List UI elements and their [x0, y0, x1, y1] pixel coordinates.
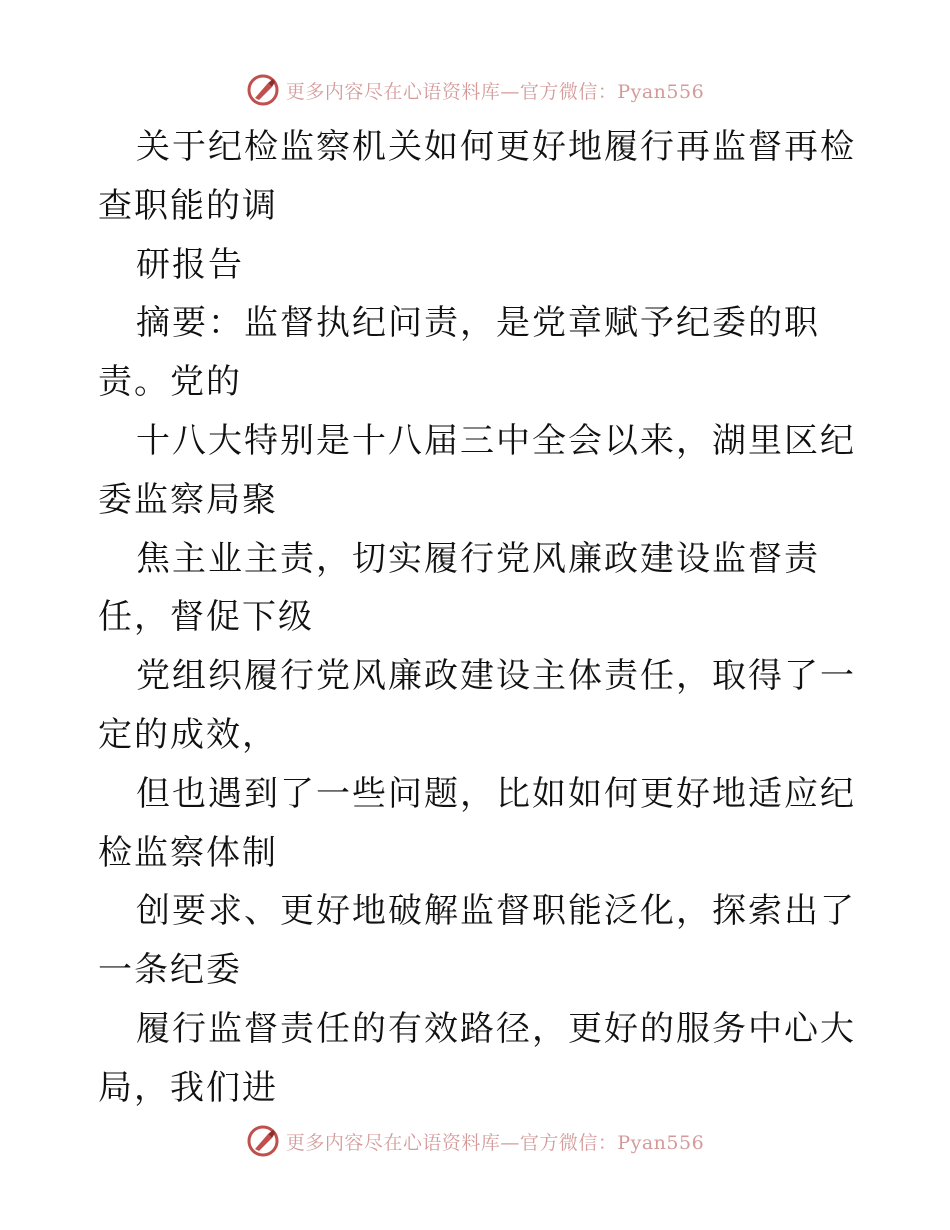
paragraph-6: 党组织履行党风廉政建设主体责任，取得了一定的成效，	[98, 656, 856, 755]
paragraph-1: 关于纪检监察机关如何更好地履行再监督再检查职能的调	[98, 127, 856, 226]
watermark-text: 更多内容尽在心语资料库—官方微信：Pyan556	[285, 80, 705, 103]
header-watermark	[0, 70, 950, 110]
document-body	[98, 118, 858, 1118]
paragraph-8: 创要求、更好地破解监督职能泛化，探索出了一条纪委	[98, 891, 856, 991]
paragraph-7: 但也遇到了一些问题，比如如何更好地适应纪检监察体制	[98, 773, 856, 873]
pen-nib-seal-icon	[246, 1124, 280, 1158]
paragraph-9: 履行监督责任的有效路径，更好的服务中心大局，我们进	[98, 1008, 856, 1108]
footer-watermark	[0, 1121, 950, 1161]
paragraph-2: 研报告	[136, 244, 244, 285]
paragraph-4: 十八大特别是十八届三中全会以来，湖里区纪委监察局聚	[98, 420, 856, 520]
pen-nib-seal-icon	[246, 73, 280, 107]
paragraph-3: 摘要：监督执纪问责，是党章赋予纪委的职责。党的	[98, 303, 820, 403]
watermark-text: 更多内容尽在心语资料库—官方微信：Pyan556	[285, 1131, 705, 1154]
paragraph-5: 焦主业主责，切实履行党风廉政建设监督责任，督促下级	[98, 538, 820, 638]
